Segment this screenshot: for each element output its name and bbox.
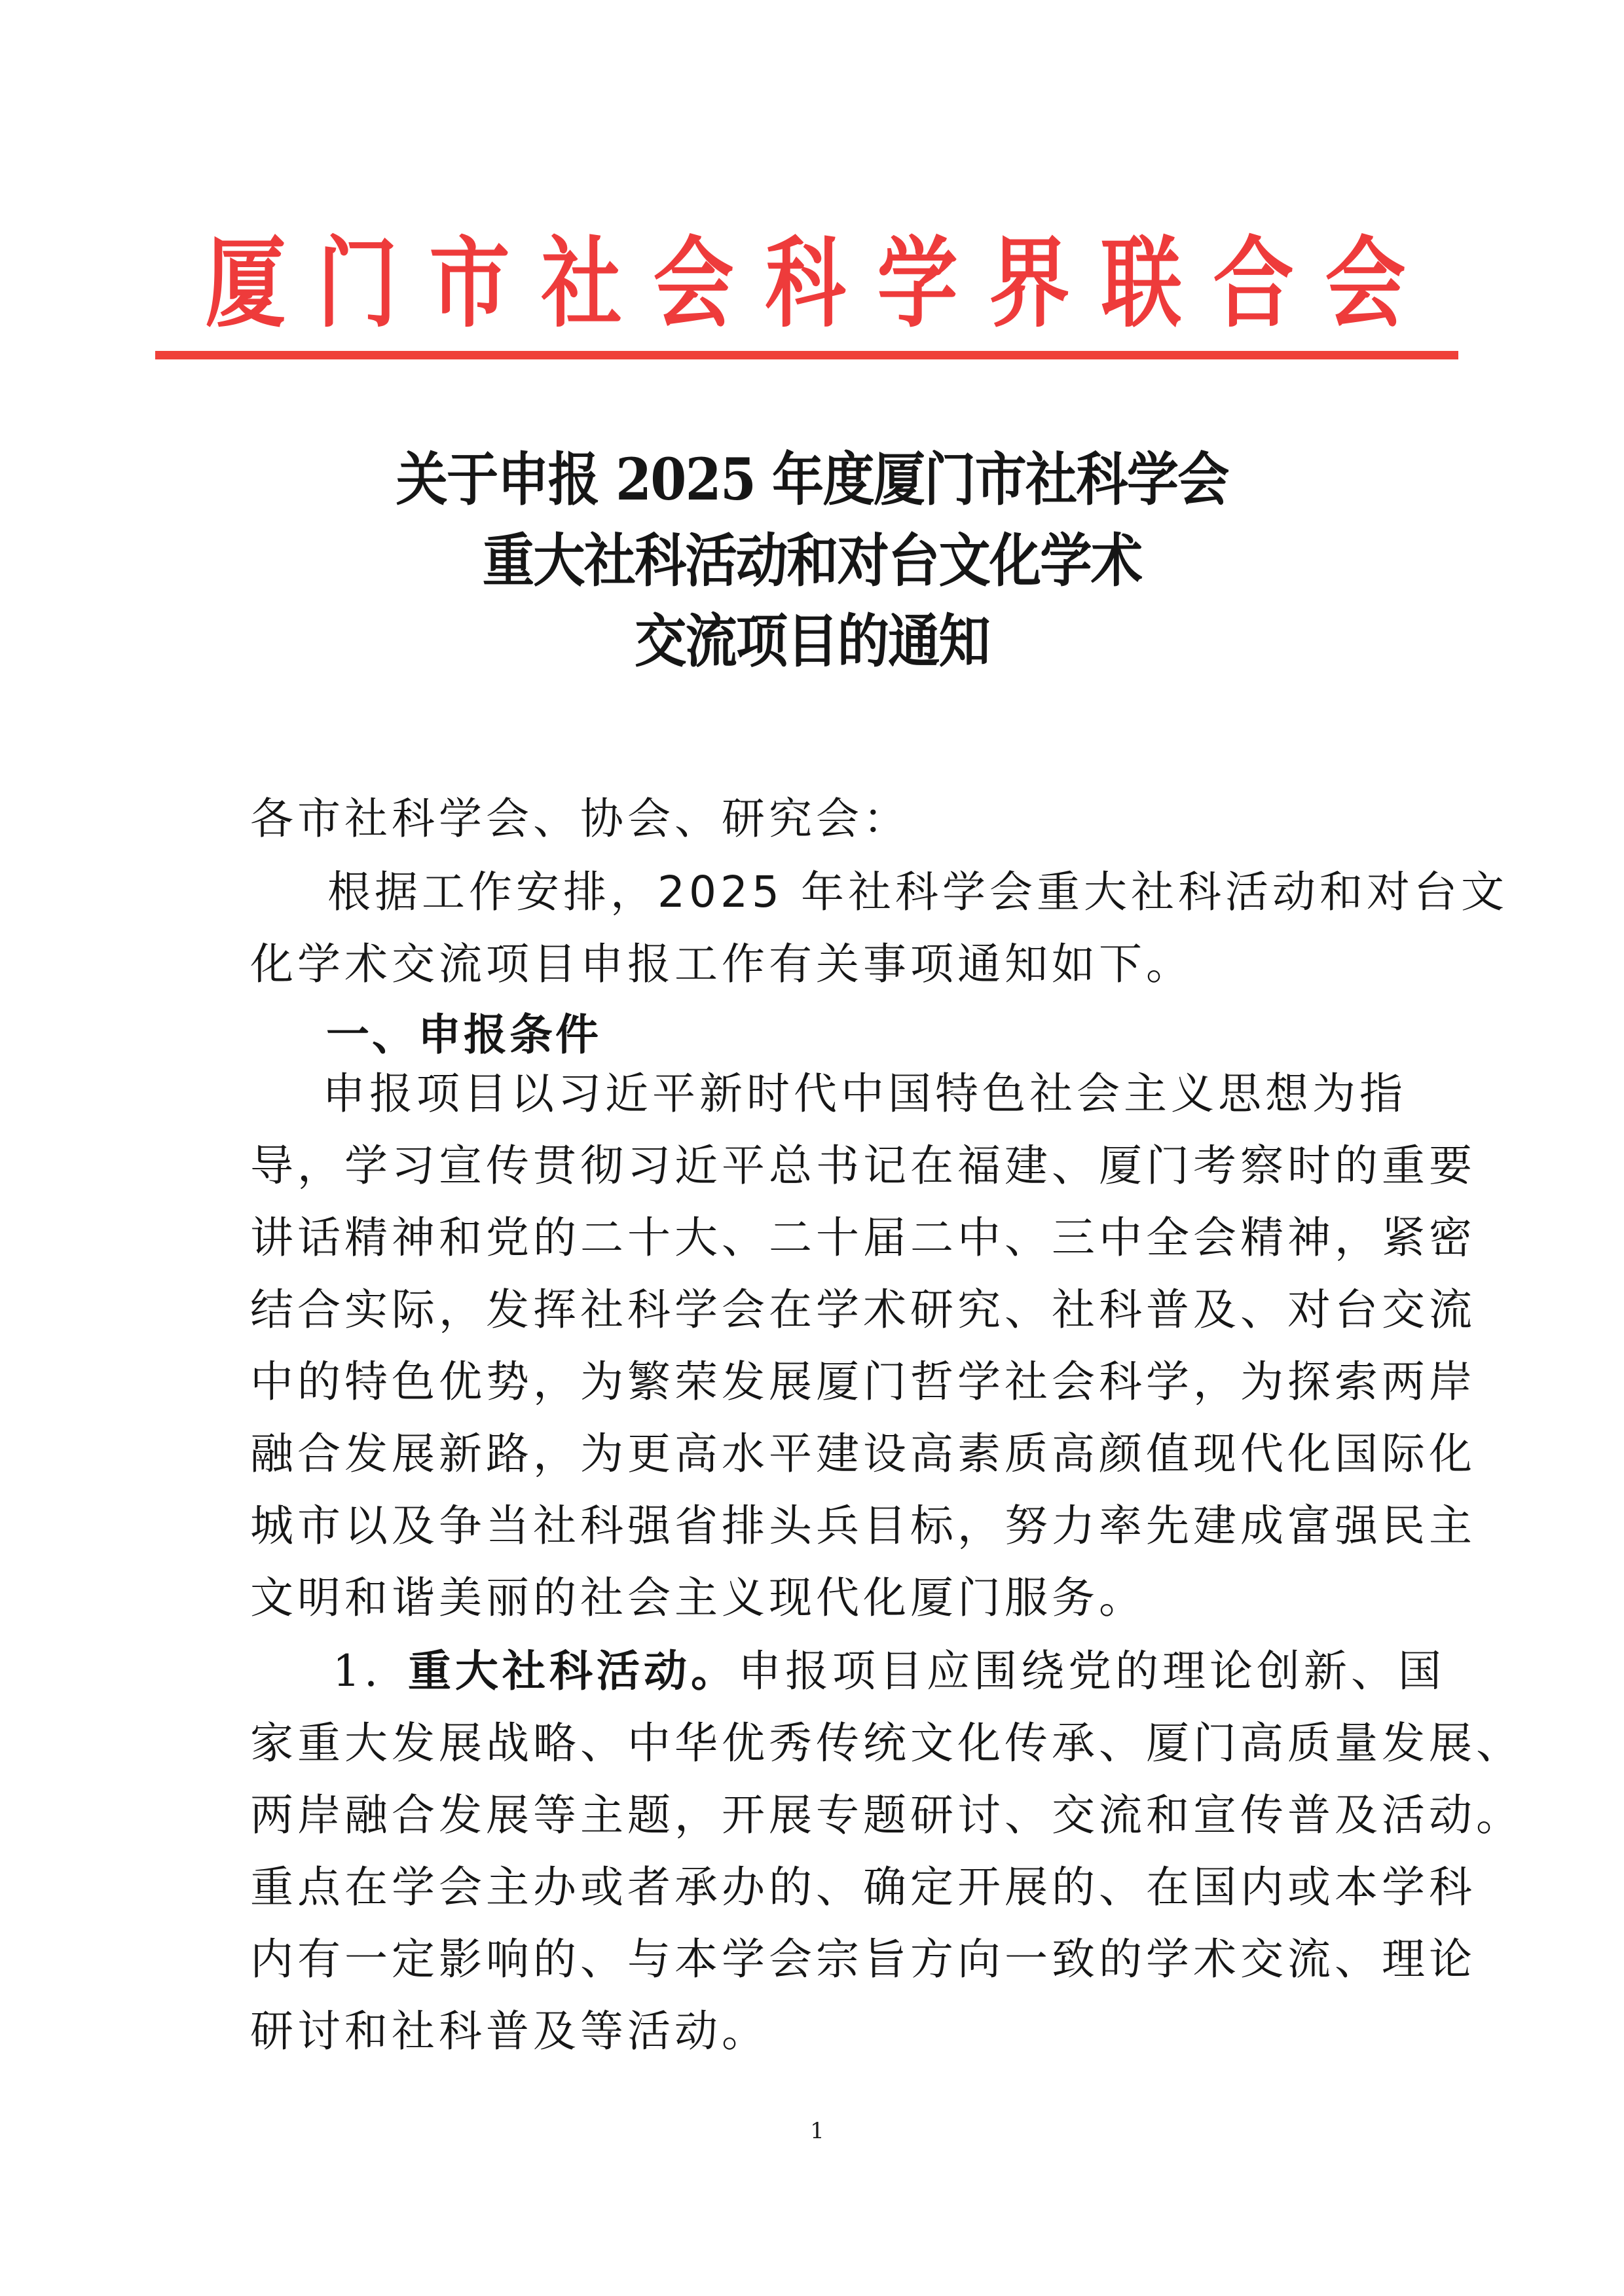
item-line: 内有一定影响的、与本学会宗旨方向一致的学术交流、理论 (250, 1934, 1476, 1984)
item-line: 研讨和社科普及等活动。 (250, 2006, 769, 2056)
page-number: 1 (810, 2118, 824, 2144)
paragraph-line: 申报项目以习近平新时代中国特色社会主义思想为指 (322, 1068, 1407, 1119)
intro-line-1: 根据工作安排，2025 年社科学会重大社科活动和对台文 (327, 867, 1508, 917)
paragraph-line: 结合实际，发挥社科学会在学术研究、社科普及、对台交流 (250, 1285, 1476, 1335)
letterhead-char: 市 (429, 225, 510, 341)
item-line: 家重大发展战略、中华优秀传统文化传承、厦门高质量发展、 (250, 1718, 1523, 1768)
letterhead-char: 合 (1213, 225, 1294, 341)
letterhead-char: 门 (317, 225, 398, 341)
letterhead-char: 界 (989, 225, 1070, 341)
letterhead-char: 社 (541, 225, 622, 341)
letterhead-char: 厦 (205, 225, 286, 341)
letterhead-char: 学 (877, 225, 958, 341)
section-heading-application-conditions: 一、申报条件 (326, 1010, 601, 1060)
paragraph-line: 城市以及争当社科强省排头兵目标，努力率先建成富强民主 (250, 1501, 1476, 1551)
item-line: 重点在学会主办或者承办的、确定开展的、在国内或本学科 (250, 1862, 1476, 1912)
document-title-line-3: 交流项目的通知 (635, 607, 989, 675)
paragraph-line: 中的特色优势，为繁荣发展厦门哲学社会科学，为探索两岸 (250, 1357, 1476, 1407)
letterhead-char: 联 (1101, 225, 1182, 341)
item-line: 两岸融合发展等主题，开展专题研讨、交流和宣传普及活动。 (250, 1790, 1523, 1840)
letterhead-char: 会 (653, 225, 734, 341)
item-number: 1. (333, 1646, 382, 1696)
salutation: 各市社科学会、协会、研究会： (250, 793, 910, 844)
letterhead-char: 会 (1325, 225, 1406, 341)
item-text: 申报项目应围绕党的理论创新、国 (737, 1646, 1445, 1696)
paragraph-line: 导，学习宣传贯彻习近平总书记在福建、厦门考察时的重要 (250, 1140, 1476, 1191)
paragraph-line: 融合发展新路，为更高水平建设高素质高颜值现代化国际化 (250, 1429, 1476, 1479)
paragraph-line: 讲话精神和党的二十大、二十届二中、三中全会精神，紧密 (250, 1212, 1476, 1263)
intro-line-2: 化学术交流项目申报工作有关事项通知如下。 (250, 939, 1193, 989)
document-title-line-1: 关于申报 2025 年度厦门市社科学会 (396, 445, 1228, 513)
letterhead-organization-name (196, 226, 1414, 340)
letterhead-red-divider (155, 351, 1458, 359)
document-title-line-2: 重大社科活动和对台文化学术 (482, 526, 1142, 594)
item-1-first-line (333, 1646, 1445, 1696)
item-label: 重大社科活动。 (407, 1646, 738, 1696)
letterhead-char: 科 (765, 225, 846, 341)
paragraph-line: 文明和谐美丽的社会主义现代化厦门服务。 (250, 1573, 1146, 1623)
